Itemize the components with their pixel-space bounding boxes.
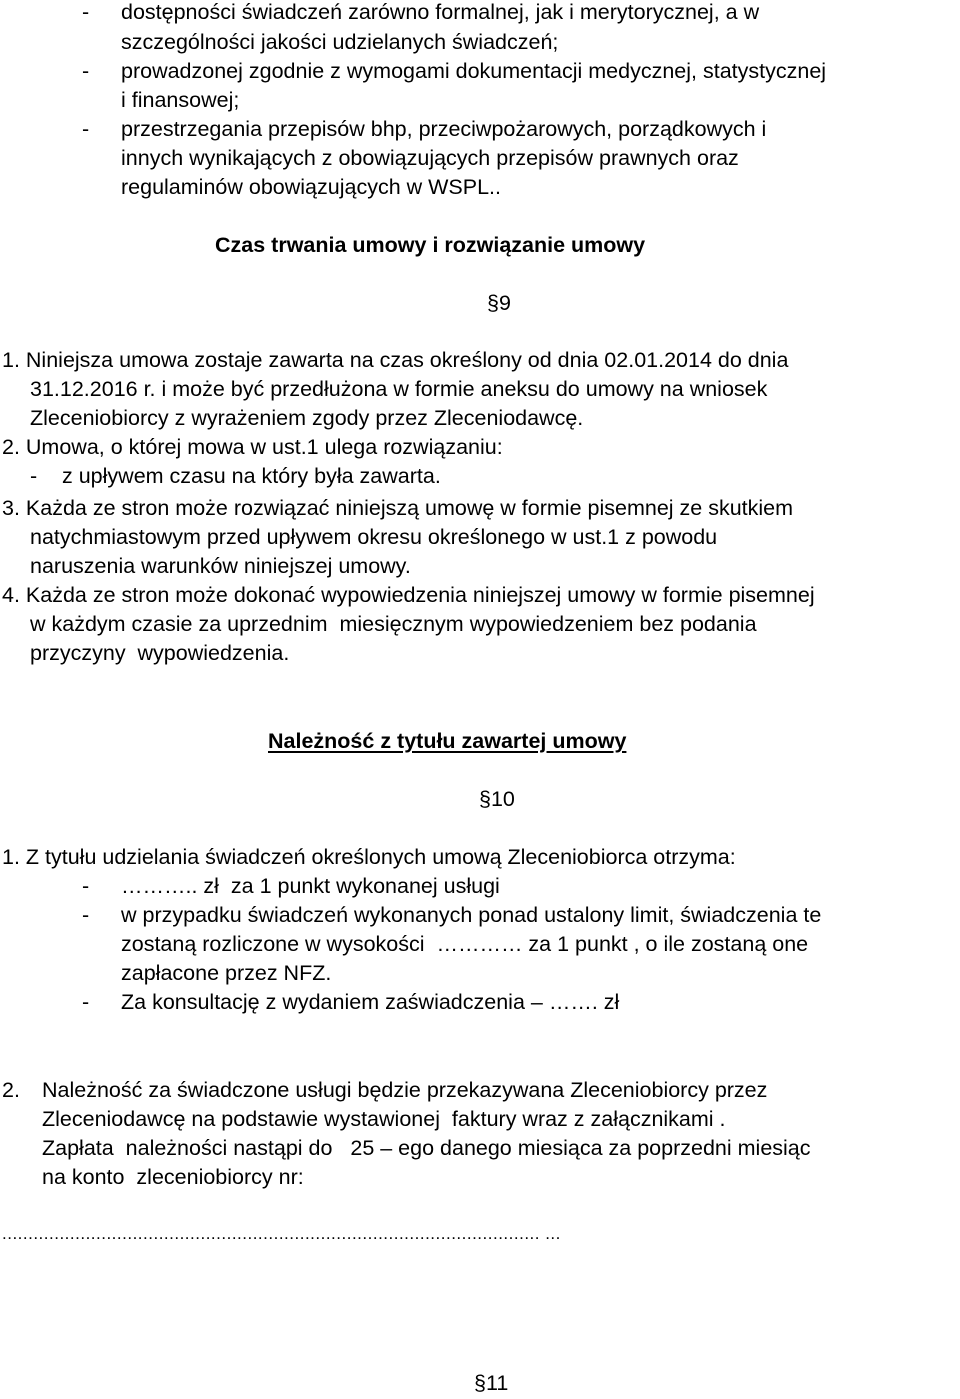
bullet-text: innych wynikających z obowiązujących przepisów prawnych oraz <box>121 146 739 170</box>
clause-text: 1. Z tytułu udzielania świadczeń określonych umową Zleceniobiorca otrzyma: <box>2 845 736 869</box>
section-heading: Należność z tytułu zawartej umowy <box>268 729 627 753</box>
bullet-text: prowadzonej zgodnie z wymogami dokumentacji medycznej, statystycznej <box>121 59 827 83</box>
bullet-text: zostaną rozliczone w wysokości ………… za 1 punkt , o ile zostaną one <box>121 932 809 956</box>
bullet-text: szczególności jakości udzielanych świadczeń; <box>121 30 559 54</box>
clause-number: 2. <box>2 1078 20 1102</box>
bullet-text: w przypadku świadczeń wykonanych ponad ustalony limit, świadczenia te <box>121 903 822 927</box>
clause-text: Zleceniobiorcy z wyrażeniem zgody przez Zleceniodawcę. <box>30 406 584 430</box>
clause-text: Zleceniodawcę na podstawie wystawionej faktury wraz z załącznikami . <box>42 1107 726 1131</box>
clause-text: Zapłata należności nastąpi do 25 – ego danego miesiąca za poprzedni miesiąc <box>42 1136 811 1160</box>
clause-text: 1. Niniejsza umowa zostaje zawarta na czas określony od dnia 02.01.2014 do dnia <box>2 348 789 372</box>
bullet-dash: - <box>82 990 90 1014</box>
clause-text: na konto zleceniobiorcy nr: <box>42 1165 304 1189</box>
bullet-dash: - <box>82 117 90 141</box>
bullet-text: zapłacone przez NFZ. <box>121 961 332 985</box>
clause-text: z upływem czasu na który była zawarta. <box>62 464 441 488</box>
bullet-dash: - <box>82 0 90 24</box>
paragraph-number: §11 <box>474 1371 509 1395</box>
bullet-dash: - <box>82 59 90 83</box>
bullet-text: i finansowej; <box>121 88 240 112</box>
clause-text: 4. Każda ze stron może dokonać wypowiedzenia niniejszej umowy w formie pisemnej <box>2 583 815 607</box>
bullet-text: dostępności świadczeń zarówno formalnej, jak i merytorycznej, a w <box>121 0 760 24</box>
paragraph-number: §10 <box>479 787 515 811</box>
bullet-text: ……….. zł za 1 punkt wykonanej usługi <box>121 874 500 898</box>
clause-text: naruszenia warunków niniejszej umowy. <box>30 554 411 578</box>
bullet-text: regulaminów obowiązujących w WSPL.. <box>121 175 501 199</box>
section-heading: Czas trwania umowy i rozwiązanie umowy <box>215 233 646 257</box>
clause-text: 2. Umowa, o której mowa w ust.1 ulega rozwiązaniu: <box>2 435 503 459</box>
clause-text: natychmiastowym przed upływem okresu określonego w ust.1 z powodu <box>30 525 718 549</box>
clause-text: w każdym czasie za uprzednim miesięcznym wypowiedzeniem bez podania <box>30 612 757 636</box>
clause-text: Należność za świadczone usługi będzie przekazywana Zleceniobiorcy przez <box>42 1078 768 1102</box>
bullet-dash: - <box>82 874 90 898</box>
bullet-text: Za konsultację z wydaniem zaświadczenia – ……. zł <box>121 990 620 1014</box>
clause-text: 3. Każda ze stron może rozwiązać niniejszą umowę w formie pisemnej ze skutkiem <box>2 496 794 520</box>
bullet-text: przestrzegania przepisów bhp, przeciwpożarowych, porządkowych i <box>121 117 767 141</box>
account-number-blank: ....................................................................................................... ... <box>2 1224 561 1243</box>
paragraph-number: §9 <box>487 291 511 315</box>
bullet-dash: - <box>82 903 90 927</box>
clause-text: przyczyny wypowiedzenia. <box>30 641 290 665</box>
bullet-dash: - <box>30 464 38 488</box>
clause-text: 31.12.2016 r. i może być przedłużona w formie aneksu do umowy na wniosek <box>30 377 768 401</box>
